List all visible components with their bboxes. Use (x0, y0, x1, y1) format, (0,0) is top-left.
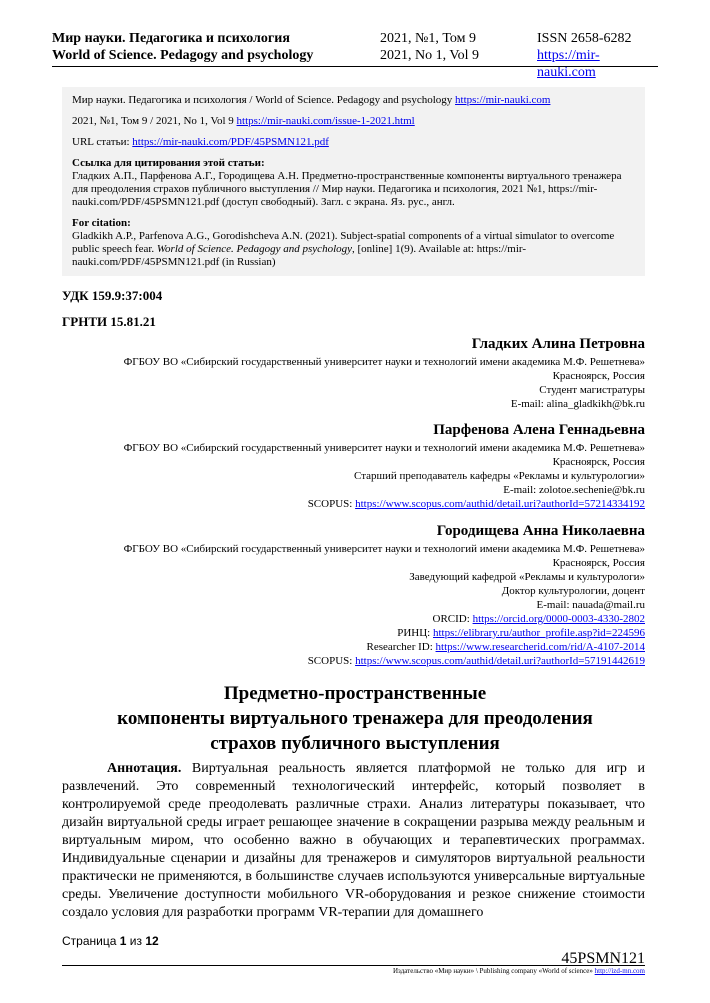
author-city: Красноярск, Россия (552, 456, 645, 468)
issn: ISSN 2658-6282 (537, 31, 632, 46)
rinc-link[interactable]: https://elibrary.ru/author_profile.asp?id=224596 (433, 627, 645, 639)
publisher-link[interactable]: http://izd-mn.com (594, 967, 645, 975)
citation-en: For citation: Gladkikh A.P., Parfenova A.G., Gorodishcheva A.N. (2021). Subject-spatial components of a virtual simulator to overcome public speech fear. World of Science. Pedagogy and psychology, [online] 1(9). Available at: https://mir-nauki.com/PDF/45PSMN121.pdf (in Russian) (72, 217, 615, 268)
author-orcid: ORCID: https://orcid.org/0000-0003-4330-2802 (432, 613, 645, 625)
scopus-link[interactable]: https://www.scopus.com/authid/detail.uri?authorId=57191442619 (355, 655, 645, 667)
journal-site-link[interactable]: https://mir-nauki.com (537, 48, 600, 80)
journal-title-en: World of Science. Pedagogy and psychology (52, 48, 314, 63)
infobox-line-issue: 2021, №1, Том 9 / 2021, No 1, Vol 9 https://mir-nauki.com/issue-1-2021.html (72, 115, 415, 127)
author-name: Городищева Анна Николаевна (436, 523, 645, 539)
article-pdf-link[interactable]: https://mir-nauki.com/PDF/45PSMN121.pdf (132, 136, 329, 148)
publisher-note: Издательство «Мир науки» \ Publishing company «World of science» http://izd-mn.com (393, 967, 645, 975)
author-email: E-mail: zolotoe.sechenie@bk.ru (503, 484, 645, 496)
title-line: Предметно-пространственные (223, 683, 487, 704)
author-block (124, 421, 645, 511)
author-city: Красноярск, Россия (552, 557, 645, 569)
author-name: Парфенова Алена Геннадьевна (433, 422, 645, 438)
author-email: E-mail: nauada@mail.ru (536, 599, 645, 611)
author-position: Заведующий кафедрой «Рекламы и культурологи» (409, 571, 645, 583)
author-block (124, 335, 645, 411)
page-total: 12 (145, 934, 159, 948)
author-researcher-id: Researcher ID: https://www.researcherid.com/rid/A-4107-2014 (366, 641, 645, 653)
author-city: Красноярск, Россия (552, 370, 645, 382)
journal-link[interactable]: https://mir-nauki.com (455, 94, 551, 106)
grnti-code: ГРНТИ 15.81.21 (62, 314, 156, 329)
journal-title-ru: Мир науки. Педагогика и психология (52, 31, 290, 46)
footer-divider (62, 965, 645, 966)
author-org: ФГБОУ ВО «Сибирский государственный университет науки и технологий имени академика М.Ф. Решетнева» (123, 356, 645, 368)
title-line: компоненты виртуального тренажера для преодоления (117, 708, 593, 729)
researcher-id-link[interactable]: https://www.researcherid.com/rid/A-4107-2014 (435, 641, 645, 653)
citation-en-journal: World of Science. Pedagogy and psychology (156, 243, 353, 255)
author-org: ФГБОУ ВО «Сибирский государственный университет науки и технологий имени академика М.Ф. Решетнева» (123, 543, 645, 555)
abstract-label: Аннотация. (107, 761, 182, 776)
citation-ru-text: Гладких А.П., Парфенова А.Г., Городищева А.Н. Предметно-пространственные компоненты виртуального тренажера для преодоления страхов публичного выступления // Мир науки. Педагогика и психология, 2021 №1, https://mir-nauki.com/PDF/45PSMN121.pdf (доступ свободный). Загл. с экрана. Яз. рус., англ. (72, 170, 622, 208)
citation-ru (72, 157, 635, 209)
article-title (62, 681, 648, 756)
page-current: 1 (119, 934, 127, 948)
scopus-link[interactable]: https://www.scopus.com/authid/detail.uri?authorId=57214334192 (355, 498, 645, 510)
citation-en-heading: For citation: (72, 217, 131, 229)
author-scopus: SCOPUS: https://www.scopus.com/authid/detail.uri?authorId=57214334192 (307, 498, 645, 510)
author-degree: Доктор культурологии, доцент (501, 585, 645, 597)
infobox-line-url: URL статьи: https://mir-nauki.com/PDF/45PSMN121.pdf (72, 136, 329, 148)
issue-ru: 2021, №1, Том 9 (380, 31, 476, 46)
abstract-text: Виртуальная реальность является платформой не только для игр и развлечений. Это современный технологический интерфейс, который позволяет в контролируемой среде преодолевать различные страхи. Анализ литературы показывает, что дизайн виртуальной среды играет решающее значение в сокращении разрыва между реальным и виртуальным миром, что особенно важно в обучающих и терапевтических программах. Индивидуальные сценарии и дизайны для тренажеров и симуляторов виртуальной реальности практически не применяются, в большинстве случаев используются универсальные виртуальные среды. Увеличение доступности мобильного VR-оборудования и резкое снижение стоимости создало условия для разработки программ VR-терапии для домашнего (62, 761, 645, 920)
header-divider (52, 66, 658, 67)
issue-en: 2021, No 1, Vol 9 (380, 48, 480, 63)
citation-ru-heading: Ссылка для цитирования этой статьи: (72, 157, 265, 169)
abstract (62, 760, 645, 922)
title-line: страхов публичного выступления (210, 733, 500, 754)
infobox-line-journal: Мир науки. Педагогика и психология / World of Science. Pedagogy and psychology https://mir-nauki.com (72, 94, 551, 106)
article-code: 45PSMN121 (561, 950, 645, 967)
author-rinc: РИНЦ: https://elibrary.ru/author_profile.asp?id=224596 (397, 627, 645, 639)
citation-infobox (62, 87, 645, 276)
running-header (52, 30, 658, 81)
author-org: ФГБОУ ВО «Сибирский государственный университет науки и технологий имени академика М.Ф. Решетнева» (123, 442, 645, 454)
author-email: E-mail: alina_gladkikh@bk.ru (510, 398, 645, 410)
issue-link[interactable]: https://mir-nauki.com/issue-1-2021.html (236, 115, 415, 127)
author-name: Гладких Алина Петровна (471, 336, 645, 352)
author-position: Студент магистратуры (539, 384, 645, 396)
author-position: Старший преподаватель кафедры «Рекламы и культурологии» (354, 470, 645, 482)
udk-code: УДК 159.9:37:004 (62, 288, 163, 303)
orcid-link[interactable]: https://orcid.org/0000-0003-4330-2802 (472, 613, 645, 625)
author-scopus: SCOPUS: https://www.scopus.com/authid/detail.uri?authorId=57191442619 (307, 655, 645, 667)
page-counter: Страница 1 из 12 (62, 934, 159, 948)
author-block (124, 522, 645, 668)
